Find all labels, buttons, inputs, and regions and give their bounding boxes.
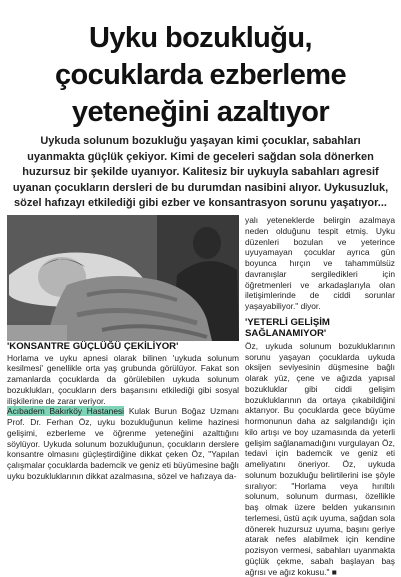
right-subheading-line-2: SAĞLANAMIYOR' [245, 328, 327, 340]
highlighted-hospital-name: Acıbadem Bakırköy Hastanesi [7, 406, 125, 417]
headline [0, 19, 401, 130]
lede-paragraph: Uykuda solunum bozukluğu yaşayan kimi çocuklar, sabahları uyanmakta güçlük çekiyor. Kimi de geceleri sağdan sola dönerken huzursuz bir şekilde uyanıyor. Kalitesiz bir uykuyla sabahları agresif uyanan çocukların dersleri de bu durumdan nasibini alıyor. Uykusuzluk, sözel hafızayı etkilediği gibi ezber ve konsantrasyon sorunu yaşatıyor... [12, 135, 389, 210]
end-mark-icon: ■ [329, 566, 337, 577]
right-column [245, 215, 395, 577]
right-subheading [245, 317, 395, 340]
headline-line-3: yeteneğini azaltıyor [71, 96, 330, 129]
right-paragraph-2-text: Öz, uykuda solunum bozukluklarının sorunu yaşayan çocuklarda uykuda oksijen seviyesinin düşmesine bağlı olarak yüz, çene ve ağızda yapısal bozukluklar gibi ciddi gelişim bozukluklarının da ortaya çıkabildiğini aktarıyor. Bu çocuklarda gece büyüme hormonunun daha az salgılandığı için kilo artışı ve boy uzamasında da yeterli gelişim sağlanamadığını vurgulayan Öz, tedavi için bademcik ve geniz eti ameliyatını öneriyor. Öz, uykuda solunum bozukluğu belirtilerini ise şöyle sıralıyor: "Horlama veya hırıltılı solunum, solunum durması, özellikle baş olmak üzere belden yukarısının terlemesi, üstü açık uyuma, sağdan sola dönerek huzursuz uyuma, başını geriye atarak nefes alabilmek için kendine pozisyon vermesi, sabahları uyanmakta güçlük çekme, sabah başlayan baş ağrısı ve ağız kokusu." [245, 340, 395, 577]
left-column [7, 341, 239, 482]
sleeping-child-photo [7, 215, 239, 341]
headline-line-2: çocuklarda ezberleme [54, 59, 347, 92]
right-subheading-line-1: 'YETERLİ GELİŞİM [245, 316, 330, 328]
right-paragraph-1: yalı yeteneklerde belirgin azalmaya neden olduğunu tespit etmiş. Uyku düzenleri bozulan ve yeterince uyuyamayan çocuklar ayrıca gün boyunca hırçın ve tahammülsüz davranışlar sergiledikleri için öğretmenleri ve arkadaşlarıyla olan iletişimlerinde de ciddi sorunlar yaşayabiliyor." diyor. [245, 215, 395, 311]
photo-illustration [7, 215, 239, 341]
left-paragraph-1: Horlama ve uyku apnesi olarak bilinen 'uykuda solunum kesilmesi' genellikle orta yaş grubunda görülüyor. Fakat son zamanlarda çocuklarda da görülebilen uykuda solunum bozuklukları, çocukların ders başarısını etkilediği gibi sosyal ilişkilerine de zarar veriyor. [7, 352, 239, 406]
headline-line-1: Uyku bozukluğu, [88, 22, 312, 55]
left-subheading: 'KONSANTRE GÜÇLÜĞÜ ÇEKİLİYOR' [7, 341, 179, 352]
right-paragraph-2 [245, 341, 395, 577]
left-paragraph-2-text: Kulak Burun Boğaz Uzmanı Prof. Dr. Ferhan Öz, uyku bozukluğunun kelime hazinesi gelişimi, ezberleme ve öğrenme yeteneğini azalttığını söylüyor. Uykuda solunum bozukluğunun, çocukların derslere konsantre olmasını güçleştirdiğine dikkat çeken Öz, "Yapılan çalışmalar çocuklarda bademcik ve geniz eti büyümesine bağlı uyku bozukluklarının dikkat azalmasına, sözel ve hafızaya da- [7, 406, 239, 481]
left-paragraph-2 [7, 406, 239, 481]
